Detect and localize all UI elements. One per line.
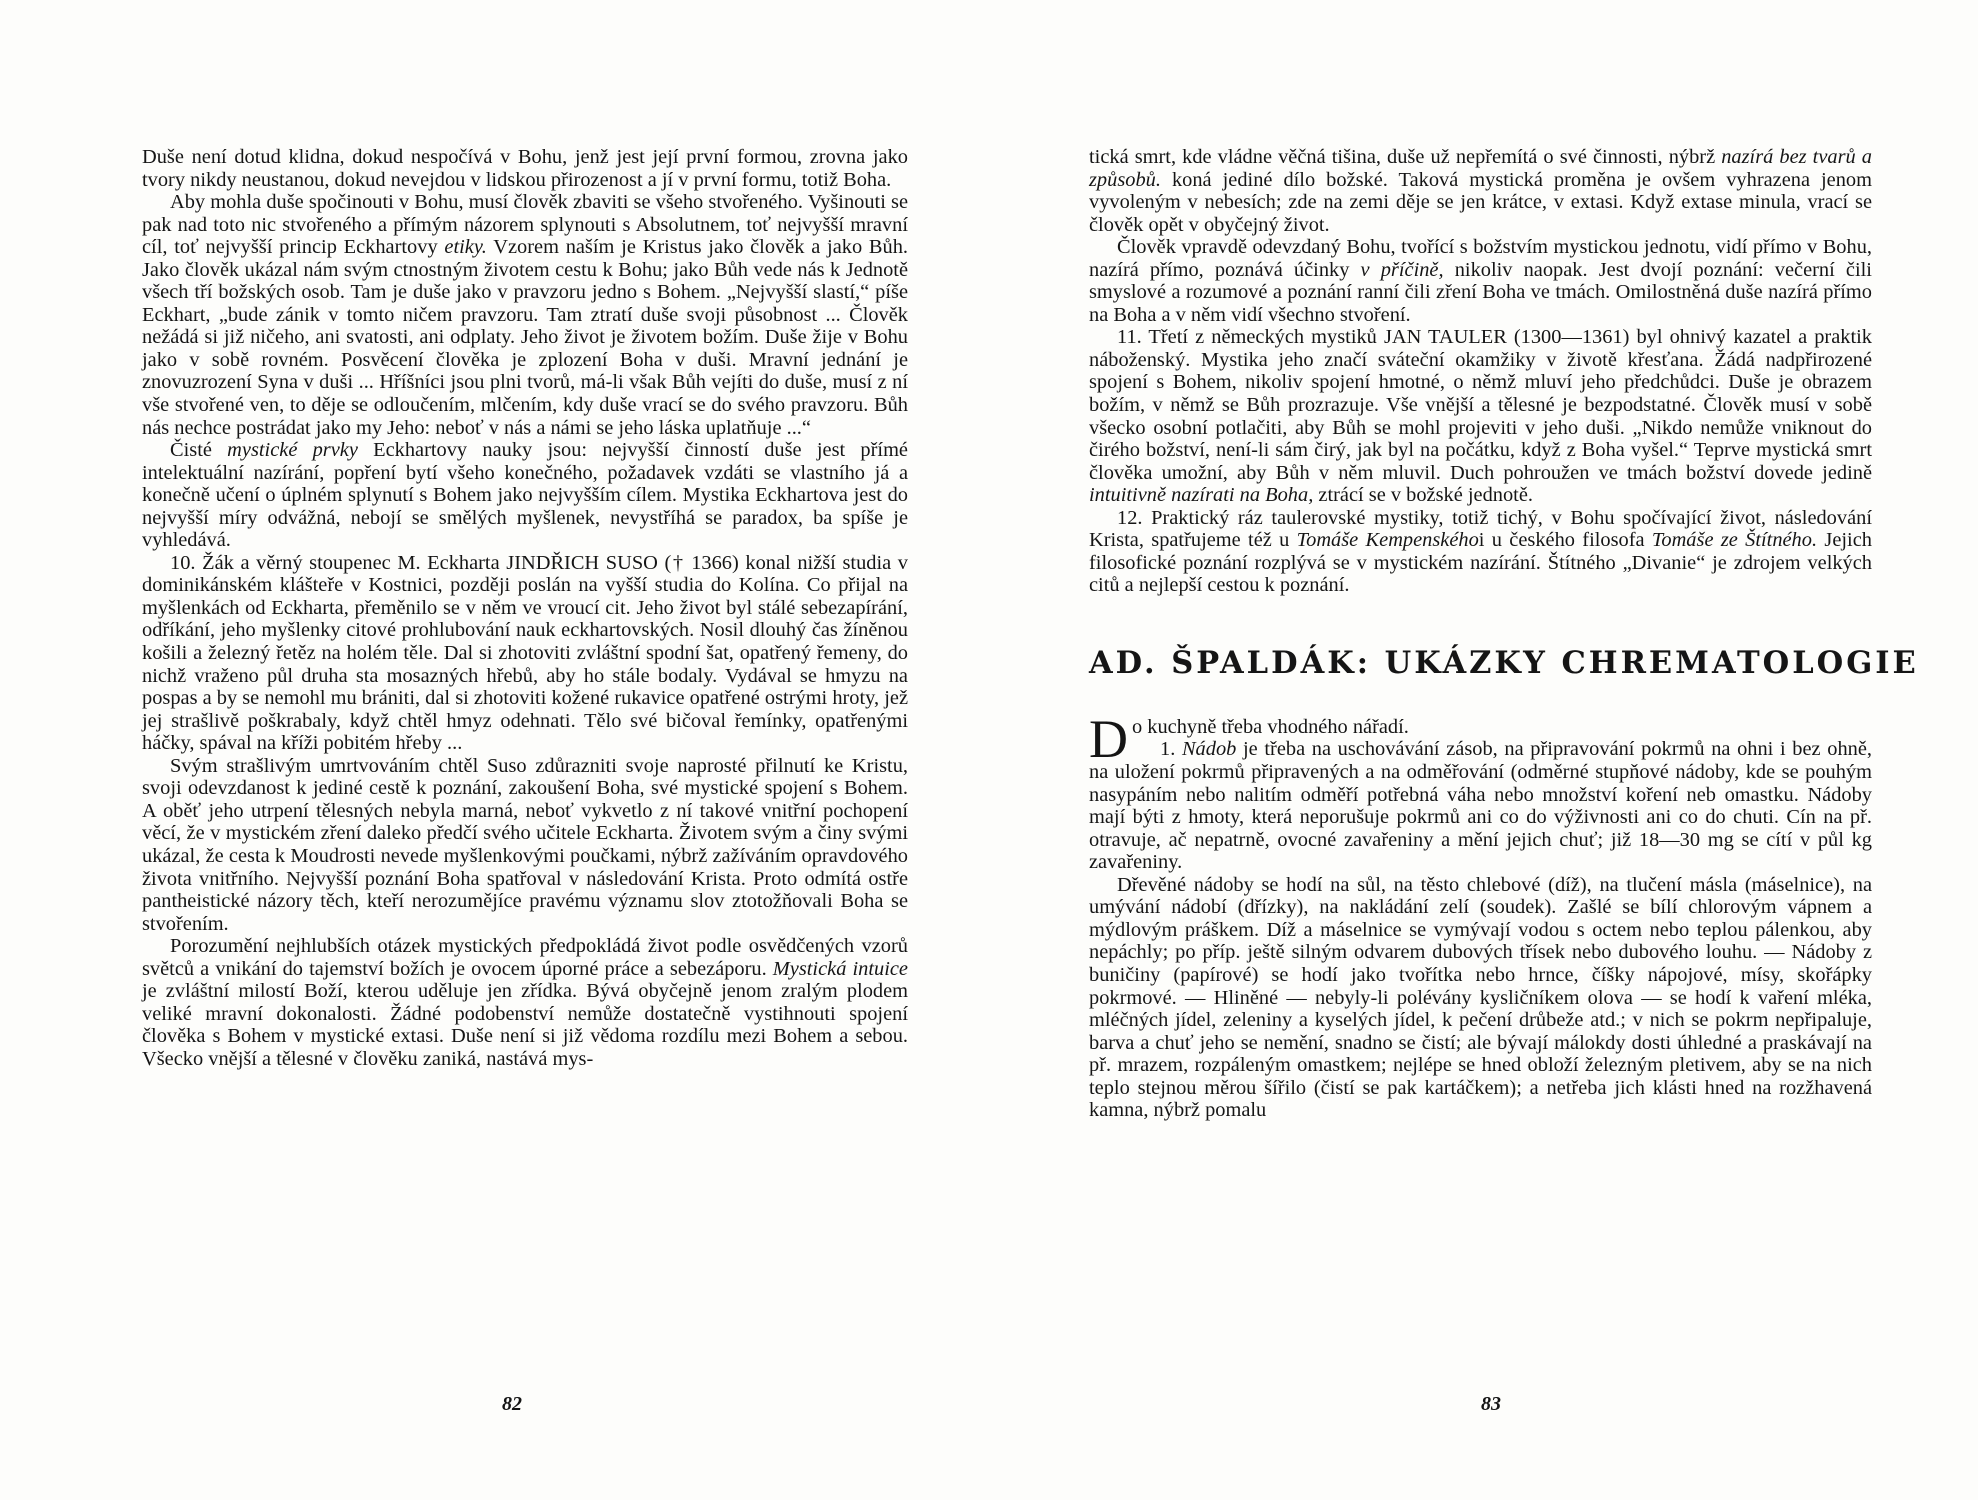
paragraph: Svým strašlivým umrtvováním chtěl Suso zdůrazniti svoje naprosté přilnutí ke Kristu, svoji odevzdanost k jediné cestě k poznání, zakoušení Boha, své mystické spojení s Bohem. A oběť jeho utrpení tělesných nebyla marná, neboť vykvetlo z ní takové vnitřní pochopení věcí, že v mystickém zření daleko předčí svého učitele Eckharta. Životem svým a činy svými ukázal, že cesta k Moudrosti nevede myšlenkovými poučkami, nýbrž zažíváním opravdového života vnitřního. Nejvyšší poznání Boha spatřoval v následování Krista. Proto odmítá ostře pantheistické názory těch, kteří nerozumějíce pravému významu slov ztotožňovali Boha se stvořením.: [142, 754, 908, 935]
paragraph: 1. Nádob je třeba na uschovávání zásob, na připravování pokrmů na ohni i bez ohně, na uložení pokrmů připravených a na odměřování (odměrné stupňové nádoby, kde se pouhým nasypáním nebo nalitím odměří potřebná váha nebo množství koření neb omastku. Nádoby mají býti z hmoty, která neporušuje pokrmů ani co do výživnosti ani co do chuti. Cín na př. otravuje, ač nepatrně, ovocné zavařeniny a mění jejich chuť; již 18—30 mg se cítí v půl kg zavařeniny.: [1089, 738, 1872, 874]
paragraph: Čisté mystické prvky Eckhartovy nauky jsou: nejvyšší činností duše jest přímé intelektuální nazírání, popření bytí všeho konečného, požadavek vzdáti se vlastního já a konečně učení o úplném splynutí s Bohem jako nejvyšším cílem. Mystika Eckhartova jest do nejvyšší míry odvážná, nebojí se smělých myšlenek, nevystříhá se paradox, ba spíše je vyhledává.: [142, 439, 908, 552]
right-page: [989, 0, 1978, 1500]
left-text-column: [142, 146, 908, 1070]
drop-cap: D: [1089, 708, 1128, 769]
paragraph: 12. Praktický ráz taulerovské mystiky, totiž tichý, v Bohu spočívající život, následování Krista, spatřujeme též u Tomáše Kempenskéhoi u českého filosofa Tomáše ze Štítného. Jejich filosofické poznání rozplývá se v mystickém nazírání. Štítného „Divanie“ je zdrojem velkých citů a nejlepší cestou k poznání.: [1089, 506, 1872, 597]
paragraph: Porozumění nejhlubších otázek mystických předpokládá život podle osvědčených vzorů světců a vnikání do tajemství božích je ovocem úporné práce a sebezáporu. Mystická intuice je zvláštní milostí Boží, kterou uděluje jen zřídka. Bývá obyčejně jenom zralým plodem veliké mravní dokonalosti. Žádné podobenství nemůže dostatečně vystihnouti spojení člověka s Bohem v mystické extasi. Duše není si již vědoma rozdílu mezi Bohem a sebou. Všecko vnější a tělesné v člověku zaniká, nastává mys-: [142, 935, 908, 1070]
paragraph: 11. Třetí z německých mystiků JAN TAULER (1300—1361) byl ohnivý kazatel a praktik náboženský. Mystika jeho značí sváteční okamžiky v životě křesťana. Žádá nadpřirozené spojení s Bohem, nikoliv spojení hmotné, o němž mluví jeho předchůdci. Duše je obrazem božím, v němž se Bůh prozrazuje. Vše vnější a tělesné je bezpodstatné. Člověk musí v sobě všecko osobní potlačiti, aby Bůh se mohl projeviti v jeho duši. „Nikdo nemůže vniknout do čirého božství, není-li sám čirý, jak byl na počátku, když z Boha vyšel.“ Teprve mystická smrt člověka umožní, aby Bůh v něm mluvil. Duch pohroužen ve tmách božství dovede jedině intuitivně nazírati na Boha, ztrácí se v božské jednotě.: [1089, 326, 1872, 507]
paragraph: Člověk vpravdě odevzdaný Bohu, tvořící s božstvím mystickou jednotu, vidí přímo v Bohu, nazírá přímo, poznává účinky v příčině, nikoliv naopak. Jest dvojí poznání: večerní čili smyslové a rozumové a poznání ranní čili zření Boha ve tmách. Omilostněná duše nazírá přímo na Boha a v něm vidí všechno stvoření.: [1089, 236, 1872, 326]
paragraph: Aby mohla duše spočinouti v Bohu, musí člověk zbaviti se všeho stvořeného. Vyšinouti se pak nad toto nic stvořeného a přímým názorem splynouti s Absolutnem, toť nejvyšší mravní cíl, toť nejvyšší princip Eckhartovy etiky. Vzorem naším je Kristus jako člověk a jako Bůh. Jako člověk ukázal nám svým ctnostným životem cestu k Bohu; jako Bůh vede nás k Jednotě všech tří božských osob. Tam je duše jako v pravzoru jedno s Bohem. „Nejvyšší slastí,“ píše Eckhart, „bude zánik v tomto ničem pravzoru. Tam ztratí duše svoji působnost ... Člověk nežádá si již ničeho, ani svatosti, ani odplaty. Jeho život je životem božím. Duše žije v Bohu jako v sobě rovném. Posvěcení člověka je zplození Boha v duši. Mravní jednání je znovuzrození Syna v duši ... Hříšníci jsou plni tvorů, má-li však Bůh vejíti do duše, musí z ní vše stvořené ven, to děje se odloučením, mlčením, kdy duše vrací se do svého pravzoru. Bůh nás nechce postrádat jako my Jeho: neboť v nás a námi se jeho láska uplatňuje ...“: [142, 191, 908, 439]
page-number: 83: [1481, 1393, 1501, 1415]
right-text-column: [1089, 146, 1919, 1122]
paragraph: 10. Žák a věrný stoupenec M. Eckharta JINDŘICH SUSO († 1366) konal nižší studia v dominikánském klášteře v Kostnici, později poslán na vyšší studia do Kolína. Co přijal na myšlenkách od Eckharta, přeměnilo se v něm ve vroucí cit. Jeho život byl stálé sebezapírání, odříkání, jeho myšlenky citové prohlubování nauk eckhartovských. Nosil dlouhý čas žíněnou košili a železný řetěz na holém těle. Dal si zhotoviti zvláštní spodní šat, opatřený řemeny, do nichž vraženo půl druha sta mosazných hřebů, aby ho stále bodaly. Vydával se hmyzu na pospas a by se nemohl mu brániti, dal si zhotoviti kožené rukavice opatřené ostrými hroty, jež jej strašlivě poškrabaly, když chtěl hmyz odehnati. Tělo své bičoval řemínky, opatřenými háčky, spával na kříži pobitém hřeby ...: [142, 551, 908, 755]
article-title: AD. ŠPALDÁK: UKÁZKY CHREMATOLOGIE: [1089, 644, 1919, 681]
paragraph: Dřevěné nádoby se hodí na sůl, na těsto chlebové (díž), na tlučení másla (máselnice), na umývání nádobí (dřízky), na nakládání zelí (soudek). Zašlé se bílí chlorovým vápnem a mýdlovým práškem. Díž a máselnice se vymývají vodou s octem nebo teplou pálenkou, aby nepáchly; po příp. ještě silným odvarem dubových třísek nebo dubového louhu. — Nádoby z buničiny (papírové) se hodí jako tvořítka nebo hrnce, číšky nápojové, mísy, skořápky pokrmové. — Hliněné — nebyly-li polévány kysličníkem olova — se hodí k vaření mléka, mléčných jídel, zeleniny a kyselých jídel, k pečení drůbeže atd.; v nich se pokrm nepřipaluje, barva a chuť jeho se nemění, snadno se čistí; ale bývají málokdy dosti úhledné a praskávají na př. mrazem, rozpáleným omastkem; nejlépe se hned obloží železným pletivem, aby se na nich teplo stejnou měrou šířilo (čistí se pak kartáčkem); a netřeba jich klásti hned na rozžhavená kamna, nýbrž pomalu: [1089, 873, 1872, 1122]
paragraph: tická smrt, kde vládne věčná tišina, duše už nepřemítá o své činnosti, nýbrž nazírá bez tvarů a způsobů. koná jediné dílo božské. Taková mystická proměna je ovšem vyhrazena jenom vyvoleným v nebesích; zde na zemi děje se jen krátce, v extasi. Když extase minula, vrací se člověk opět v obyčejný život.: [1089, 146, 1872, 236]
paragraph: Do kuchyně třeba vhodného nářadí.: [1089, 708, 1409, 769]
paragraph: Duše není dotud klidna, dokud nespočívá v Bohu, jenž jest její první formou, zrovna jako tvory nikdy neustanou, dokud nevejdou v lidskou přirozenost a jí v první formu, totiž Boha.: [142, 146, 908, 191]
page-number: 82: [502, 1393, 522, 1415]
